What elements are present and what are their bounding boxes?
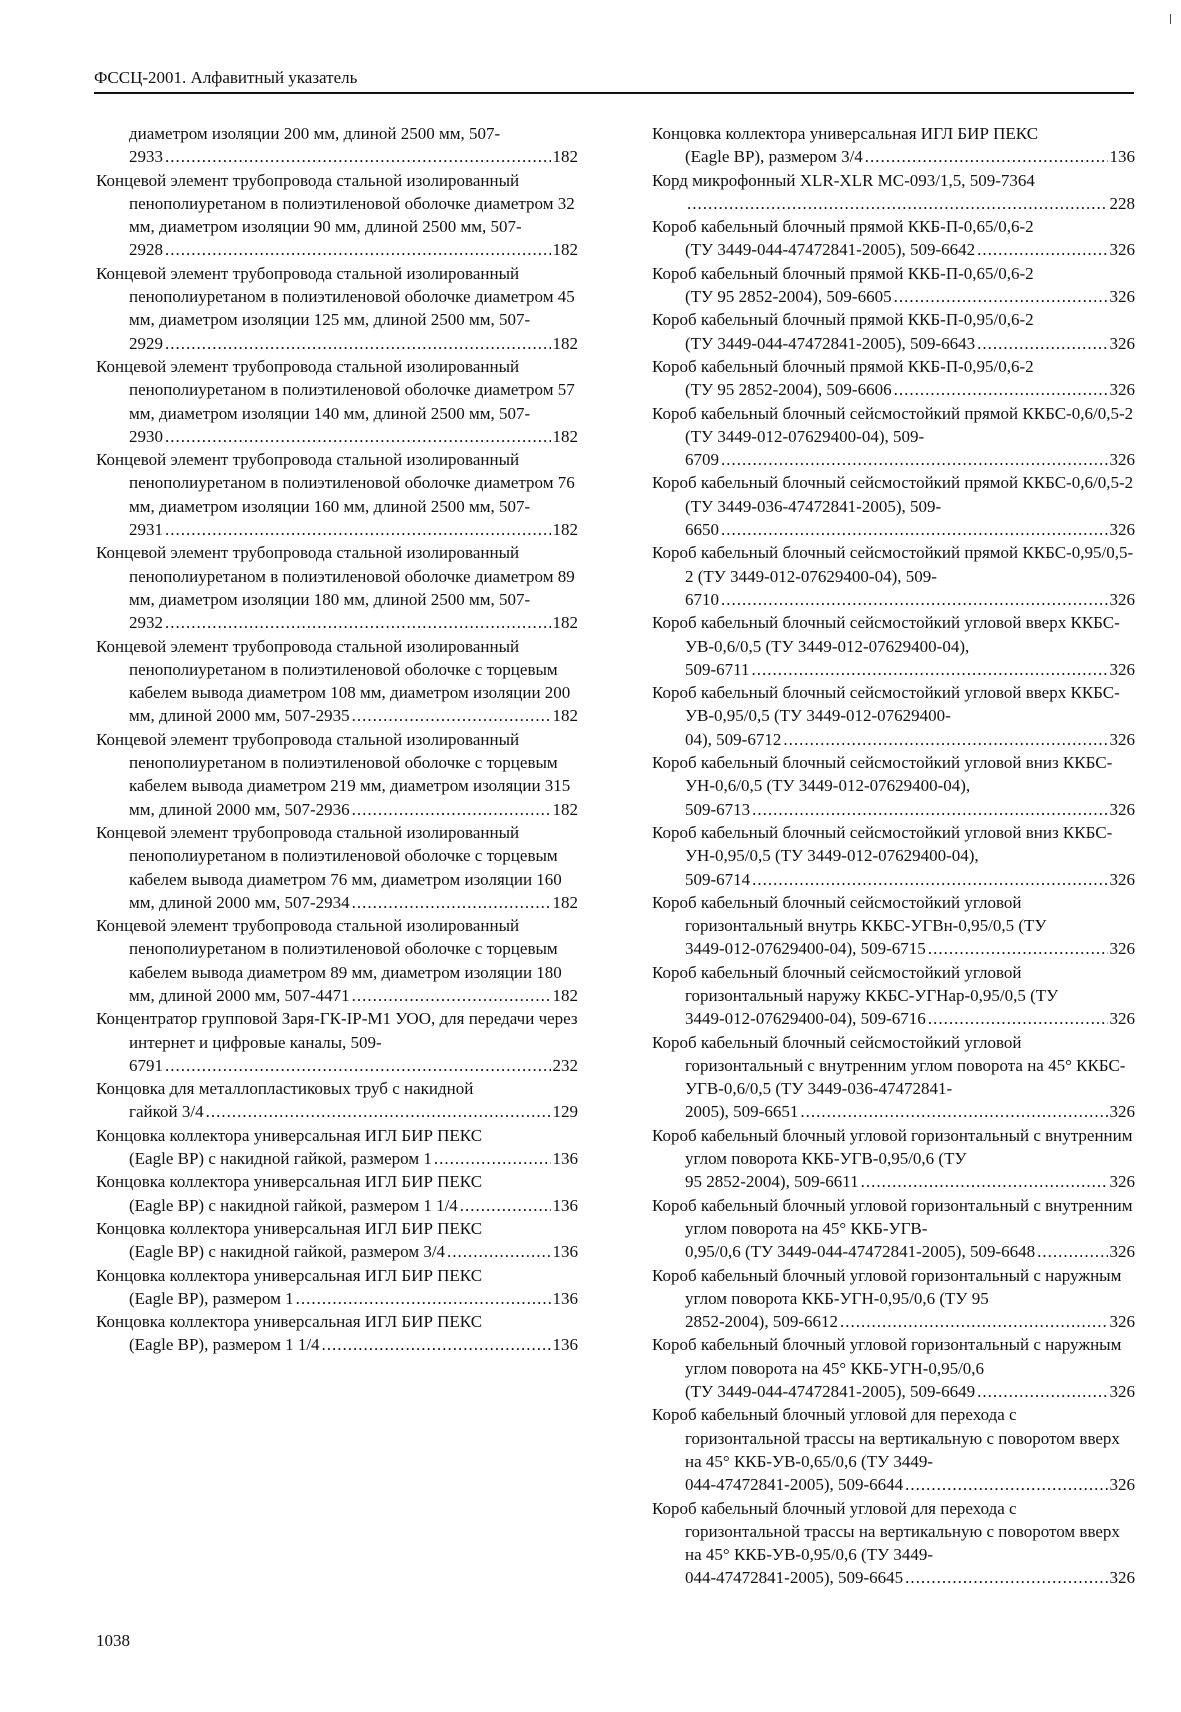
index-entry-text: Короб кабельный блочный прямой ККБ-П-0,95/0,6-2	[652, 356, 1034, 376]
index-entry-leader-line	[129, 1240, 578, 1263]
dot-leader	[352, 891, 551, 914]
index-entry-leader-line	[685, 145, 1135, 168]
index-entry-leader-line	[685, 238, 1135, 261]
index-entry-tail: (Eagle BP), размером 1 1/4	[129, 1335, 320, 1355]
index-entry-page: 136	[1109, 147, 1135, 167]
index-entry-text: диаметром изоляции 200 мм, длиной 2500 мм, 507-	[129, 124, 501, 143]
dot-leader	[905, 1473, 1107, 1496]
index-entry-page: 182	[552, 706, 578, 726]
index-entry-tail: 04), 509-6712	[685, 729, 782, 749]
index-entry-page: 232	[552, 1055, 578, 1075]
index-entry-page: 326	[1109, 520, 1135, 540]
index-entry-page: 326	[1109, 589, 1135, 609]
dot-leader	[296, 1287, 551, 1310]
index-entry-tail: 509-6714	[685, 869, 751, 889]
index-entry	[652, 215, 1135, 262]
index-entry-leader-line	[685, 728, 1135, 751]
dot-leader	[165, 1054, 551, 1077]
index-entry	[96, 1007, 578, 1077]
index-entry-page: 326	[1109, 939, 1135, 959]
index-entry-text: Концевой элемент трубопровода стальной изолированный пенополиуретаном в полиэтиленовой оболочке с торцевым кабелем вывода диаметром 219 мм, диаметром изоляции 315	[96, 729, 571, 796]
dot-leader	[894, 285, 1108, 308]
dot-leader	[352, 704, 551, 727]
index-entry-page: 326	[1109, 333, 1135, 353]
index-entry-leader-line	[685, 1380, 1135, 1403]
dot-leader	[800, 1100, 1107, 1123]
index-entry-leader-line	[685, 448, 1135, 471]
scan-mark	[1170, 14, 1171, 24]
dot-leader	[977, 1380, 1107, 1403]
index-entry-text: Концовка коллектора универсальная ИГЛ БИР ПЕКС	[96, 1312, 483, 1332]
index-entry-page: 326	[1109, 1172, 1135, 1192]
index-entry-page: 182	[552, 892, 578, 912]
index-entry-leader-line	[129, 611, 578, 634]
index-entry-text: Короб кабельный блочный угловой горизонтальный с внутренним углом поворота ККБ-УГВ-0,95/0,6 (ТУ	[652, 1125, 1133, 1169]
dot-leader	[165, 145, 551, 168]
index-entry-leader-line	[685, 518, 1135, 541]
dot-leader	[905, 1566, 1107, 1589]
index-entry-page: 136	[552, 1288, 578, 1308]
index-entry-tail: 2931	[129, 520, 163, 540]
index-entry-page: 326	[1109, 380, 1135, 400]
index-entry-leader-line	[129, 984, 578, 1007]
dot-leader	[165, 611, 551, 634]
index-entry	[652, 1124, 1135, 1194]
index-entry-text: Концовка коллектора универсальная ИГЛ БИР ПЕКС	[96, 1218, 483, 1238]
index-column-right	[652, 122, 1135, 1590]
index-entry-leader-line	[129, 704, 578, 727]
index-entry-leader-line	[685, 332, 1135, 355]
index-entry-tail: мм, длиной 2000 мм, 507-2936	[129, 799, 350, 819]
index-entry-page: 326	[1109, 287, 1135, 307]
index-entry	[652, 308, 1135, 355]
index-entry-tail: (ТУ 3449-044-47472841-2005), 509-6649	[685, 1382, 976, 1402]
index-entry-text: Концевой элемент трубопровода стальной изолированный пенополиуретаном в полиэтиленовой оболочке с торцевым кабелем вывода диаметром 108 мм, диаметром изоляции 200	[96, 636, 571, 703]
index-entry	[652, 1264, 1135, 1334]
index-entry	[652, 262, 1135, 309]
index-entry-leader-line	[685, 1310, 1135, 1333]
index-entry	[652, 122, 1135, 169]
dot-leader	[165, 332, 551, 355]
dot-leader	[460, 1194, 551, 1217]
index-entry	[652, 169, 1135, 216]
index-entry	[96, 1310, 578, 1357]
dot-leader	[783, 728, 1107, 751]
index-entry	[96, 1124, 578, 1171]
index-entry-tail: мм, длиной 2000 мм, 507-2934	[129, 892, 350, 912]
index-entry	[96, 355, 578, 448]
index-entry-leader-line	[685, 1007, 1135, 1030]
index-entry-text: Короб кабельный блочный сейсмостойкий прямой ККБС-0,95/0,5-2 (ТУ 3449-012-07629400-04), 509-	[652, 543, 1134, 586]
index-entry-text: Короб кабельный блочный прямой ККБ-П-0,65/0,6-2	[652, 217, 1034, 237]
index-entry	[652, 611, 1135, 681]
index-entry	[652, 1333, 1135, 1403]
dot-leader	[752, 658, 1108, 681]
dot-leader	[721, 448, 1108, 471]
index-entry-tail: (Eagle BP) с накидной гайкой, размером 1	[129, 1149, 432, 1169]
index-entry	[652, 1497, 1135, 1590]
index-entry-tail: 2929	[129, 333, 163, 353]
index-entry-text: Короб кабельный блочный сейсмостойкий угловой горизонтальный наружу ККБС-УГНар-0,95/0,5 (ТУ	[652, 962, 1059, 1005]
index-entry	[652, 681, 1135, 751]
index-entry	[652, 961, 1135, 1031]
index-entry-leader-line	[129, 798, 578, 821]
index-entry-leader-line	[129, 518, 578, 541]
index-entry	[652, 751, 1135, 821]
running-header: ФССЦ-2001. Алфавитный указатель	[94, 68, 358, 87]
index-entry-text: Короб кабельный блочный угловой горизонтальный с наружным углом поворота ККБ-УГН-0,95/0,6 (ТУ 95	[652, 1265, 1122, 1308]
dot-leader	[434, 1147, 551, 1170]
index-entry-tail: 6791	[129, 1055, 163, 1075]
index-entry	[652, 471, 1135, 541]
dot-leader	[206, 1100, 551, 1123]
index-entry-tail: гайкой 3/4	[129, 1102, 204, 1122]
index-entry-tail: 6709	[685, 450, 719, 470]
index-entry-page: 182	[552, 240, 578, 260]
dot-leader	[447, 1240, 550, 1263]
index-entry-leader-line	[129, 1054, 578, 1077]
index-entry-page: 182	[552, 613, 578, 633]
index-entry-page: 136	[552, 1242, 578, 1262]
index-entry-text: Концевой элемент трубопровода стальной изолированный пенополиуретаном в полиэтиленовой оболочке с торцевым кабелем вывода диаметром 76 мм, диаметром изоляции 160	[96, 822, 562, 889]
index-entry-leader-line	[685, 285, 1135, 308]
index-entry-tail: 2932	[129, 613, 163, 633]
index-entry-page: 326	[1109, 869, 1135, 889]
index-entry-tail: 6710	[685, 589, 719, 609]
index-entry-text: Короб кабельный блочный прямой ККБ-П-0,95/0,6-2	[652, 310, 1034, 330]
dot-leader	[721, 518, 1108, 541]
index-entry-tail: 95 2852-2004), 509-6611	[685, 1172, 859, 1192]
index-entry-page: 182	[552, 333, 578, 353]
index-entry-text: Короб кабельный блочный сейсмостойкий угловой вниз ККБС-УН-0,95/0,5 (ТУ 3449-012-07629400-04),	[652, 822, 1113, 866]
index-entry-leader-line	[129, 425, 578, 448]
index-entry-page: 182	[552, 147, 578, 167]
index-entry	[96, 122, 578, 169]
index-entry-page: 326	[1109, 1312, 1135, 1332]
dot-leader	[165, 238, 551, 261]
index-entry-tail: 2852-2004), 509-6612	[685, 1312, 838, 1332]
dot-leader	[977, 332, 1107, 355]
index-entry-page: 136	[552, 1335, 578, 1355]
index-entry-tail: 044-47472841-2005), 509-6644	[685, 1475, 904, 1495]
index-entry-leader-line	[685, 798, 1135, 821]
index-entry-text: Концевой элемент трубопровода стальной изолированный пенополиуретаном в полиэтиленовой оболочке диаметром 45 мм, диаметром изоляции 125 мм, длиной 2500 мм, 507-	[96, 263, 575, 330]
index-entry-tail: (ТУ 3449-044-47472841-2005), 509-6642	[685, 240, 976, 260]
index-entry-tail: (ТУ 3449-044-47472841-2005), 509-6643	[685, 333, 976, 353]
index-entry-page: 326	[1109, 1009, 1135, 1029]
index-entry-leader-line	[129, 332, 578, 355]
index-entry-text: Короб кабельный блочный прямой ККБ-П-0,65/0,6-2	[652, 263, 1034, 283]
index-entry-leader-line	[685, 1170, 1135, 1193]
index-entry-page: 326	[1109, 240, 1135, 260]
index-entry-tail: 509-6711	[685, 659, 750, 679]
index-entry-text: Короб кабельный блочный сейсмостойкий угловой горизонтальный с внутренним углом поворота на 45° ККБС-УГВ-0,6/0,5 (ТУ 3449-036-47472841-	[652, 1032, 1126, 1099]
index-entry-text: Концевой элемент трубопровода стальной изолированный пенополиуретаном в полиэтиленовой оболочке диаметром 57 мм, диаметром изоляции 140 мм, длиной 2500 мм, 507-	[96, 356, 575, 423]
index-entry-leader-line	[685, 192, 1135, 215]
index-entry-page: 182	[552, 426, 578, 446]
index-entry	[96, 1077, 578, 1124]
index-entry-page: 326	[1109, 1242, 1135, 1262]
index-entry-text: Короб кабельный блочный угловой горизонтальный с наружным углом поворота на 45° ККБ-УГН-0,95/0,6	[652, 1335, 1122, 1378]
dot-leader	[894, 378, 1108, 401]
index-entry	[652, 1194, 1135, 1264]
index-entry-tail: 3449-012-07629400-04), 509-6716	[685, 1009, 926, 1029]
index-entry-tail: (ТУ 95 2852-2004), 509-6605	[685, 287, 892, 307]
dot-leader	[165, 518, 551, 541]
index-entry-tail: 044-47472841-2005), 509-6645	[685, 1568, 904, 1588]
dot-leader	[165, 425, 551, 448]
index-entry-leader-line	[685, 868, 1135, 891]
index-column-left	[96, 122, 578, 1357]
index-entry-leader-line	[129, 238, 578, 261]
index-entry-text: Концовка для металлопластиковых труб с накидной	[96, 1079, 474, 1099]
index-entry-page: 326	[1109, 450, 1135, 470]
index-entry-text: Короб кабельный блочный угловой для перехода с горизонтальной трассы на вертикальную с поворотом вверх на 45° ККБ-УВ-0,95/0,6 (ТУ 3449-	[652, 1498, 1120, 1565]
index-entry	[96, 541, 578, 634]
index-entry-leader-line	[685, 588, 1135, 611]
index-entry-tail: мм, длиной 2000 мм, 507-4471	[129, 985, 350, 1005]
index-entry-tail: 2933	[129, 147, 163, 167]
index-entry-text: Короб кабельный блочный сейсмостойкий угловой вниз ККБС-УН-0,6/0,5 (ТУ 3449-012-07629400-04),	[652, 753, 1113, 796]
dot-leader	[1037, 1240, 1107, 1263]
index-entry	[96, 262, 578, 355]
index-entry-page: 326	[1109, 1568, 1135, 1588]
index-entry-tail: 509-6713	[685, 799, 751, 819]
index-entry-text: Концевой элемент трубопровода стальной изолированный пенополиуретаном в полиэтиленовой оболочке с торцевым кабелем вывода диаметром 89 мм, диаметром изоляции 180	[96, 916, 562, 982]
index-entry-text: Корд микрофонный XLR-XLR MC-093/1,5, 509-7364	[652, 170, 1035, 190]
index-entry-text: Концовка коллектора универсальная ИГЛ БИР ПЕКС	[652, 124, 1039, 143]
index-entry-leader-line	[129, 1100, 578, 1123]
index-entry-text: Короб кабельный блочный сейсмостойкий угловой горизонтальный внутрь ККБС-УГВн-0,95/0,5 (ТУ	[652, 892, 1047, 936]
index-entry-leader-line	[685, 1240, 1135, 1263]
index-entry-page: 182	[552, 985, 578, 1005]
index-entry-tail: мм, длиной 2000 мм, 507-2935	[129, 706, 350, 726]
index-entry-leader-line	[129, 1287, 578, 1310]
page-number: 1038	[96, 1631, 130, 1650]
index-entry-text: Короб кабельный блочный угловой для перехода с горизонтальной трассы на вертикальную с поворотом вверх на 45° ККБ-УВ-0,65/0,6 (ТУ 3449-	[652, 1405, 1120, 1471]
index-entry-text: Короб кабельный блочный угловой горизонтальный с внутренним углом поворота на 45° ККБ-УГВ-	[652, 1195, 1133, 1238]
index-entry-page: 136	[552, 1195, 578, 1215]
index-entry-leader-line	[685, 1566, 1135, 1589]
index-entry-text: Короб кабельный блочный сейсмостойкий прямой ККБС-0,6/0,5-2 (ТУ 3449-012-07629400-04), 509-	[652, 403, 1134, 446]
dot-leader	[752, 868, 1107, 891]
index-entry-leader-line	[129, 1333, 578, 1356]
index-entry	[652, 541, 1135, 611]
index-entry-text: Концовка коллектора универсальная ИГЛ БИР ПЕКС	[96, 1125, 483, 1145]
index-entry-tail: 2005), 509-6651	[685, 1102, 799, 1122]
index-entry	[96, 728, 578, 821]
index-entry-page: 326	[1109, 659, 1135, 679]
index-entry-text: Короб кабельный блочный сейсмостойкий прямой ККБС-0,6/0,5-2 (ТУ 3449-036-47472841-2005), 509-	[652, 473, 1134, 516]
index-entry	[96, 821, 578, 914]
index-entry-tail: (Eagle BP), размером 1	[129, 1288, 294, 1308]
index-entry-tail: 0,95/0,6 (ТУ 3449-044-47472841-2005), 509-6648	[685, 1242, 1036, 1262]
index-entry	[652, 891, 1135, 961]
index-entry-tail: 6650	[685, 520, 719, 540]
index-entry	[96, 1217, 578, 1264]
header-rule	[94, 92, 1134, 94]
index-entry-text: Концовка коллектора универсальная ИГЛ БИР ПЕКС	[96, 1172, 483, 1192]
index-entry-tail: 2930	[129, 426, 163, 446]
index-entry-leader-line	[685, 937, 1135, 960]
dot-leader	[928, 937, 1108, 960]
index-entry-leader-line	[685, 658, 1135, 681]
index-entry	[96, 1170, 578, 1217]
index-entry-page: 326	[1109, 799, 1135, 819]
index-entry-text: Короб кабельный блочный сейсмостойкий угловой вверх ККБС-УВ-0,95/0,5 (ТУ 3449-012-07629400-	[652, 683, 1120, 726]
index-entry-text: Концентратор групповой Заря-ГК-IP-M1 УОО, для передачи через интернет и цифровые каналы, 509-	[96, 1009, 578, 1052]
index-entry	[652, 355, 1135, 402]
index-entry-page: 228	[1109, 193, 1135, 213]
dot-leader	[322, 1333, 551, 1356]
index-entry-page: 182	[552, 799, 578, 819]
index-entry	[96, 169, 578, 262]
index-entry	[652, 1403, 1135, 1496]
dot-leader	[865, 145, 1108, 168]
dot-leader	[352, 984, 551, 1007]
index-entry-tail: (ТУ 95 2852-2004), 509-6606	[685, 380, 892, 400]
dot-leader	[840, 1310, 1108, 1333]
index-entry-page: 129	[552, 1102, 578, 1122]
index-entry	[96, 448, 578, 541]
index-entry-text: Короб кабельный блочный сейсмостойкий угловой вверх ККБС-УВ-0,6/0,5 (ТУ 3449-012-07629400-04),	[652, 613, 1120, 656]
index-entry-text: Концевой элемент трубопровода стальной изолированный пенополиуретаном в полиэтиленовой оболочке диаметром 32 мм, диаметром изоляции 90 мм, длиной 2500 мм, 507-	[96, 170, 575, 237]
index-entry-tail: 3449-012-07629400-04), 509-6715	[685, 939, 926, 959]
index-entry	[96, 914, 578, 1007]
index-entry-text: Концевой элемент трубопровода стальной изолированный пенополиуретаном в полиэтиленовой оболочке диаметром 76 мм, диаметром изоляции 160 мм, длиной 2500 мм, 507-	[96, 450, 575, 516]
index-entry	[652, 1031, 1135, 1124]
index-entry-page: 326	[1109, 1382, 1135, 1402]
index-entry	[652, 821, 1135, 891]
dot-leader	[721, 588, 1108, 611]
dot-leader	[977, 238, 1107, 261]
index-entry-leader-line	[129, 1194, 578, 1217]
index-entry	[96, 1264, 578, 1311]
dot-leader	[687, 192, 1108, 215]
index-entry-leader-line	[129, 891, 578, 914]
index-entry-leader-line	[129, 1147, 578, 1170]
index-entry-leader-line	[129, 145, 578, 168]
dot-leader	[928, 1007, 1108, 1030]
index-entry	[96, 635, 578, 728]
index-entry-leader-line	[685, 1473, 1135, 1496]
dot-leader	[752, 798, 1107, 821]
index-entry	[652, 402, 1135, 472]
index-entry-text: Концовка коллектора универсальная ИГЛ БИР ПЕКС	[96, 1265, 483, 1285]
index-entry-leader-line	[685, 1100, 1135, 1123]
index-entry-tail: 2928	[129, 240, 163, 260]
index-entry-tail: (Eagle BP) с накидной гайкой, размером 1 1/4	[129, 1195, 458, 1215]
index-entry-page: 326	[1109, 729, 1135, 749]
dot-leader	[861, 1170, 1108, 1193]
index-entry-text: Концевой элемент трубопровода стальной изолированный пенополиуретаном в полиэтиленовой оболочке диаметром 89 мм, диаметром изоляции 180 мм, длиной 2500 мм, 507-	[96, 543, 575, 609]
index-entry-page: 182	[552, 520, 578, 540]
index-entry-page: 326	[1109, 1102, 1135, 1122]
index-entry-tail: (Eagle BP) с накидной гайкой, размером 3/4	[129, 1242, 446, 1262]
index-entry-leader-line	[685, 378, 1135, 401]
index-entry-page: 136	[552, 1149, 578, 1169]
index-entry-page: 326	[1109, 1475, 1135, 1495]
index-entry-tail: (Eagle BP), размером 3/4	[685, 147, 863, 167]
dot-leader	[352, 798, 551, 821]
